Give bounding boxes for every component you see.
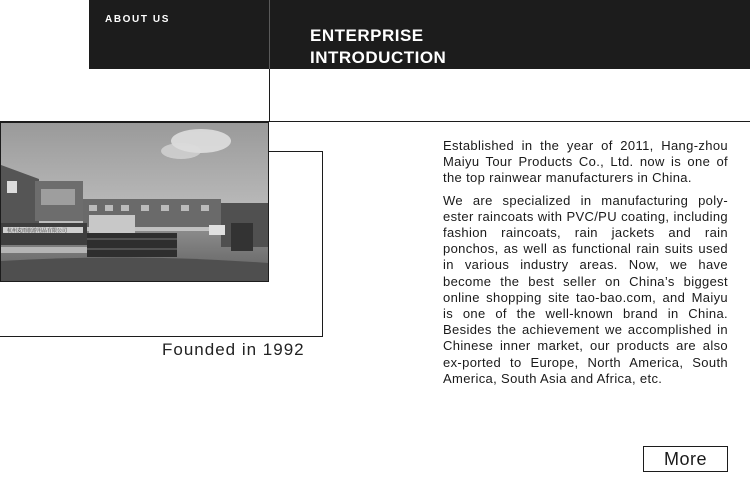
founded-caption: Founded in 1992 [162,340,305,359]
factory-photo [0,122,269,282]
intro-paragraph: Established in the year of 2011, Hang-zhou Maiyu Tour Products Co., Ltd. now is one of the top rainwear manufacturers in China. [443,138,728,186]
header-divider [269,0,270,69]
about-us-label: ABOUT US [105,14,171,25]
vertical-divider [269,69,270,122]
intro-paragraph: We are specialized in manufacturing poly-ester raincoats with PVC/PU coating, including fashion raincoats, rain jackets and rain ponchos, as well as functional rain suits used in various industry areas. Now, we have become the best seller on China’s biggest online shopping site tao-bao.com, and Maiyu is one of the well-known brand in China. Besides the achievement we accomplished in Chinese inner market, our products are also ex-ported to Europe, North America, South America, South Asia and Africa, etc. [443,192,728,386]
intro-text [443,138,728,393]
section-title-line1: ENTERPRISE [310,26,424,45]
section-title-line2: INTRODUCTION [310,48,447,67]
factory-sign: 杭州麦雨旅游用品有限公司 [7,228,68,234]
section-title [310,25,446,69]
more-button[interactable]: More [643,446,728,472]
